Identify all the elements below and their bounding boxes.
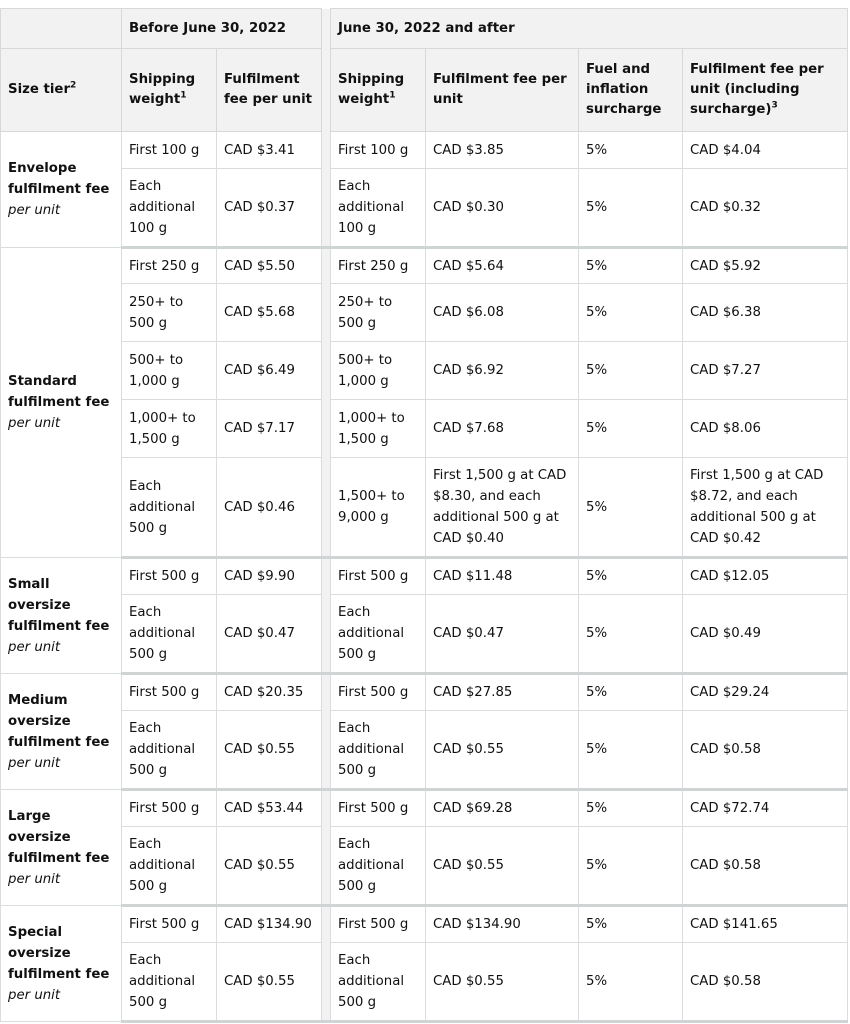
footnote-1-after: 1: [389, 90, 396, 101]
table-row: [1, 132, 848, 169]
surcharge-cell: 5%: [579, 458, 683, 558]
size-tier-cell: [1, 906, 122, 1022]
header-shipping-weight-before: [122, 49, 217, 132]
shipping-weight-after-cell: Each additional 500 g: [331, 595, 426, 674]
shipping-weight-after-cell: Each additional 500 g: [331, 827, 426, 906]
surcharge-cell: 5%: [579, 827, 683, 906]
fee-before-cell: CAD $0.46: [217, 458, 322, 558]
size-tier-unit: per unit: [8, 987, 61, 1003]
table-row: [1, 827, 848, 906]
shipping-weight-after-cell: Each additional 500 g: [331, 711, 426, 790]
fee-before-cell: CAD $7.17: [217, 400, 322, 458]
fee-table: [0, 8, 848, 1023]
fee-after-cell: CAD $3.85: [426, 132, 579, 169]
size-tier-cell: [1, 558, 122, 674]
fee-before-cell: CAD $5.50: [217, 248, 322, 284]
surcharge-cell: 5%: [579, 284, 683, 342]
size-tier-cell: [1, 790, 122, 906]
shipping-weight-after-cell: First 250 g: [331, 248, 426, 284]
table-row: [1, 284, 848, 342]
shipping-weight-before-cell: Each additional 500 g: [122, 595, 217, 674]
surcharge-cell: 5%: [579, 790, 683, 827]
fee-after-cell: CAD $0.55: [426, 943, 579, 1022]
surcharge-cell: 5%: [579, 906, 683, 943]
shipping-weight-before-cell: 500+ to 1,000 g: [122, 342, 217, 400]
shipping-weight-after-cell: 1,500+ to 9,000 g: [331, 458, 426, 558]
header-period-after: June 30, 2022 and after: [331, 9, 848, 49]
shipping-weight-after-cell: 250+ to 500 g: [331, 284, 426, 342]
surcharge-cell: 5%: [579, 342, 683, 400]
size-tier-name: Small oversize fulfilment fee: [8, 576, 110, 634]
header-size-tier-label: Size tier: [8, 82, 71, 97]
header-shipping-weight-after-label: Shipping weight: [338, 72, 405, 107]
shipping-weight-after-cell: First 500 g: [331, 674, 426, 711]
fee-before-cell: CAD $0.37: [217, 169, 322, 248]
fee-after-cell: CAD $134.90: [426, 906, 579, 943]
fee-incl-cell: CAD $0.58: [683, 943, 848, 1022]
header-fee-after: Fulfilment fee per unit: [426, 49, 579, 132]
gap-cell: [322, 943, 331, 1022]
shipping-weight-after-cell: Each additional 500 g: [331, 943, 426, 1022]
header-fee-before: Fulfilment fee per unit: [217, 49, 322, 132]
surcharge-cell: 5%: [579, 943, 683, 1022]
table-row: [1, 711, 848, 790]
shipping-weight-after-cell: Each additional 100 g: [331, 169, 426, 248]
fee-before-cell: CAD $0.55: [217, 827, 322, 906]
shipping-weight-before-cell: First 500 g: [122, 906, 217, 943]
size-tier-cell: [1, 248, 122, 558]
table-row: [1, 248, 848, 284]
shipping-weight-before-cell: First 250 g: [122, 248, 217, 284]
gap-cell: [322, 790, 331, 827]
size-tier-name: Envelope fulfilment fee: [8, 161, 110, 197]
fee-before-cell: CAD $9.90: [217, 558, 322, 595]
size-tier-name: Special oversize fulfilment fee: [8, 924, 110, 982]
fee-incl-cell: CAD $0.58: [683, 827, 848, 906]
table-row: [1, 558, 848, 595]
shipping-weight-before-cell: Each additional 500 g: [122, 458, 217, 558]
fee-incl-cell: CAD $0.32: [683, 169, 848, 248]
fee-incl-cell: CAD $29.24: [683, 674, 848, 711]
fee-incl-cell: CAD $0.49: [683, 595, 848, 674]
shipping-weight-after-cell: 500+ to 1,000 g: [331, 342, 426, 400]
size-tier-name: Large oversize fulfilment fee: [8, 808, 110, 866]
table-row: [1, 400, 848, 458]
size-tier-name: Medium oversize fulfilment fee: [8, 692, 110, 750]
fee-before-cell: CAD $0.55: [217, 711, 322, 790]
size-tier-cell: [1, 674, 122, 790]
gap-cell: [322, 827, 331, 906]
table-row: [1, 169, 848, 248]
shipping-weight-after-cell: First 100 g: [331, 132, 426, 169]
surcharge-cell: 5%: [579, 674, 683, 711]
gap-cell: [322, 711, 331, 790]
fee-before-cell: CAD $3.41: [217, 132, 322, 169]
surcharge-cell: 5%: [579, 132, 683, 169]
fee-incl-cell: CAD $72.74: [683, 790, 848, 827]
header-size-tier: [1, 49, 122, 132]
table-row: [1, 595, 848, 674]
table-row: [1, 790, 848, 827]
table-row: [1, 458, 848, 558]
fee-after-cell: CAD $0.55: [426, 827, 579, 906]
surcharge-cell: 5%: [579, 558, 683, 595]
shipping-weight-before-cell: First 500 g: [122, 674, 217, 711]
fee-incl-cell: CAD $141.65: [683, 906, 848, 943]
fee-before-cell: CAD $0.55: [217, 943, 322, 1022]
fee-after-cell: CAD $0.55: [426, 711, 579, 790]
shipping-weight-after-cell: First 500 g: [331, 790, 426, 827]
fee-before-cell: CAD $20.35: [217, 674, 322, 711]
shipping-weight-before-cell: First 100 g: [122, 132, 217, 169]
header-row-columns: [1, 49, 848, 132]
gap-cell: [322, 674, 331, 711]
shipping-weight-before-cell: Each additional 500 g: [122, 711, 217, 790]
header-fee-incl-label: Fulfilment fee per unit (including surcharge): [690, 62, 824, 117]
shipping-weight-after-cell: First 500 g: [331, 558, 426, 595]
shipping-weight-before-cell: Each additional 500 g: [122, 943, 217, 1022]
header-shipping-weight-label: Shipping weight: [129, 72, 196, 107]
shipping-weight-before-cell: First 500 g: [122, 790, 217, 827]
shipping-weight-after-cell: First 500 g: [331, 906, 426, 943]
fee-incl-cell: CAD $8.06: [683, 400, 848, 458]
fee-before-cell: CAD $5.68: [217, 284, 322, 342]
gap-cell: [322, 248, 331, 284]
shipping-weight-before-cell: 250+ to 500 g: [122, 284, 217, 342]
size-tier-unit: per unit: [8, 639, 61, 655]
size-tier-cell: [1, 132, 122, 248]
header-fee-incl: [683, 49, 848, 132]
fee-incl-cell: CAD $12.05: [683, 558, 848, 595]
gap-cell: [322, 132, 331, 169]
header-row-periods: [1, 9, 848, 49]
header-shipping-weight-after: [331, 49, 426, 132]
header-surcharge: Fuel and inflation surcharge: [579, 49, 683, 132]
surcharge-cell: 5%: [579, 595, 683, 674]
surcharge-cell: 5%: [579, 248, 683, 284]
fee-incl-cell: CAD $4.04: [683, 132, 848, 169]
surcharge-cell: 5%: [579, 400, 683, 458]
size-tier-unit: per unit: [8, 755, 61, 771]
shipping-weight-after-cell: 1,000+ to 1,500 g: [331, 400, 426, 458]
fee-after-cell: CAD $27.85: [426, 674, 579, 711]
shipping-weight-before-cell: 1,000+ to 1,500 g: [122, 400, 217, 458]
fee-incl-cell: CAD $0.58: [683, 711, 848, 790]
surcharge-cell: 5%: [579, 169, 683, 248]
gap-cell: [322, 342, 331, 400]
gap-cell: [322, 169, 331, 248]
header-gap: [322, 9, 331, 132]
fee-after-cell: CAD $69.28: [426, 790, 579, 827]
fee-incl-cell: CAD $6.38: [683, 284, 848, 342]
fee-incl-cell: First 1,500 g at CAD $8.72, and each additional 500 g at CAD $0.42: [683, 458, 848, 558]
shipping-weight-before-cell: Each additional 100 g: [122, 169, 217, 248]
gap-cell: [322, 400, 331, 458]
footnote-1: 1: [180, 90, 187, 101]
size-tier-unit: per unit: [8, 871, 61, 887]
header-period-before: Before June 30, 2022: [122, 9, 322, 49]
footnote-2: 2: [70, 80, 77, 91]
table-row: [1, 342, 848, 400]
gap-cell: [322, 595, 331, 674]
fee-after-cell: CAD $6.08: [426, 284, 579, 342]
gap-cell: [322, 558, 331, 595]
fee-after-cell: CAD $5.64: [426, 248, 579, 284]
fee-after-cell: CAD $7.68: [426, 400, 579, 458]
size-tier-unit: per unit: [8, 416, 61, 431]
fee-after-cell: CAD $0.30: [426, 169, 579, 248]
gap-cell: [322, 906, 331, 943]
fee-after-cell: CAD $11.48: [426, 558, 579, 595]
fee-before-cell: CAD $134.90: [217, 906, 322, 943]
fee-incl-cell: CAD $7.27: [683, 342, 848, 400]
fee-table-body: [1, 132, 848, 1022]
surcharge-cell: 5%: [579, 711, 683, 790]
fee-before-cell: CAD $6.49: [217, 342, 322, 400]
table-row: [1, 906, 848, 943]
gap-cell: [322, 458, 331, 558]
fee-after-cell: CAD $0.47: [426, 595, 579, 674]
table-row: [1, 674, 848, 711]
fee-before-cell: CAD $0.47: [217, 595, 322, 674]
shipping-weight-before-cell: First 500 g: [122, 558, 217, 595]
size-tier-unit: per unit: [8, 203, 61, 218]
fee-after-cell: CAD $6.92: [426, 342, 579, 400]
shipping-weight-before-cell: Each additional 500 g: [122, 827, 217, 906]
footnote-3: 3: [771, 100, 778, 111]
fee-incl-cell: CAD $5.92: [683, 248, 848, 284]
table-row: [1, 943, 848, 1022]
fee-after-cell: First 1,500 g at CAD $8.30, and each additional 500 g at CAD $0.40: [426, 458, 579, 558]
header-empty-cell: [1, 9, 122, 49]
size-tier-name: Standard fulfilment fee: [8, 374, 110, 410]
gap-cell: [322, 284, 331, 342]
fee-before-cell: CAD $53.44: [217, 790, 322, 827]
